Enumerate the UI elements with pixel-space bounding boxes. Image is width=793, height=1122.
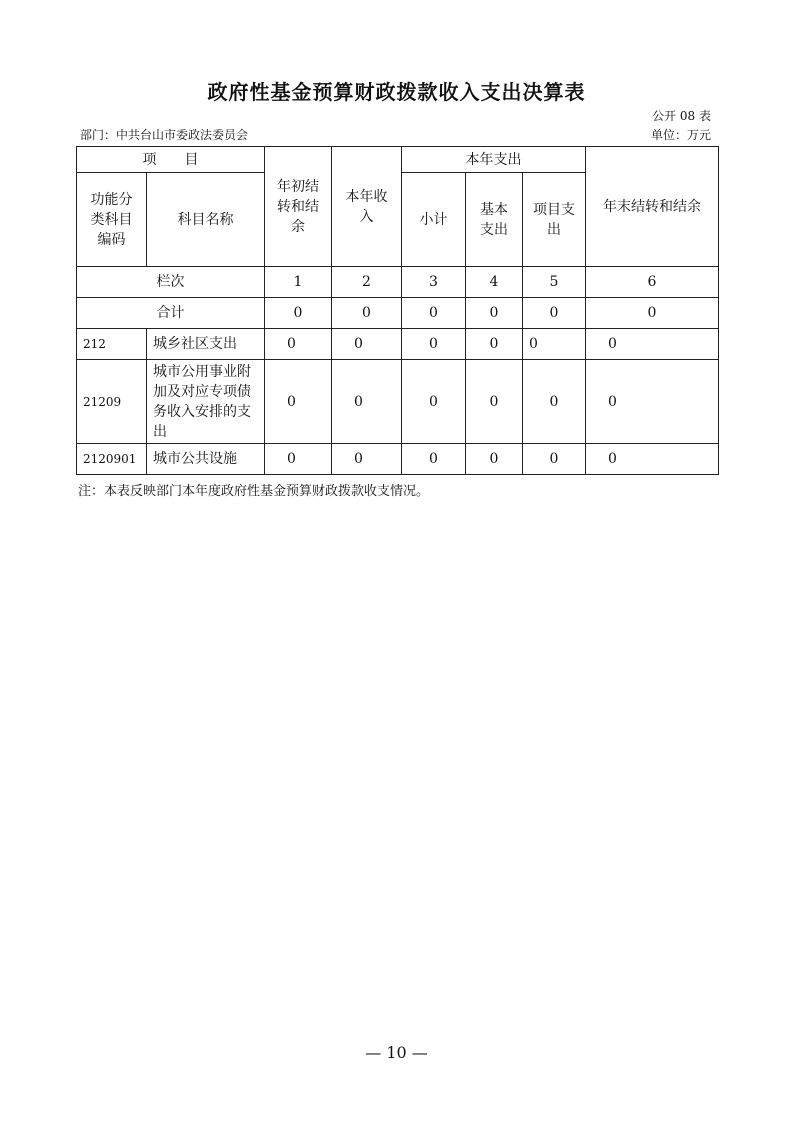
table-cell: 0 (332, 329, 402, 360)
header-name: 科目名称 (147, 173, 265, 267)
table-cell: 3 (402, 267, 466, 298)
table-row (77, 360, 719, 444)
unit-label: 单位：万元 (650, 128, 711, 142)
header-basic: 基本支出 (466, 173, 523, 267)
total-row (77, 298, 719, 329)
table-cell: 0 (332, 298, 402, 329)
table-cell: 0 (402, 444, 466, 475)
header-code: 功能分类科目编码 (77, 173, 147, 267)
table-cell: 1 (265, 267, 332, 298)
table-cell: 6 (586, 267, 719, 298)
header-begin-balance: 年初结转和结余 (265, 147, 332, 267)
table-note: 注：本表反映部门本年度政府性基金预算财政拨款收支情况。 (78, 484, 430, 499)
table-cell: 0 (402, 329, 466, 360)
header-project: 项 目 (77, 147, 265, 173)
table-cell: 0 (586, 329, 719, 360)
table-cell: 0 (265, 444, 332, 475)
table-cell: 0 (265, 329, 332, 360)
table-cell: 0 (402, 298, 466, 329)
header-income: 本年收入 (332, 147, 402, 267)
page-title: 政府性基金预算财政拨款收入支出决算表 (207, 80, 586, 104)
budget-table (76, 146, 719, 475)
table-row (77, 444, 719, 475)
header-subtotal: 小计 (402, 173, 466, 267)
table-cell: 0 (466, 444, 523, 475)
table-cell: 0 (523, 360, 586, 444)
table-cell: 0 (466, 298, 523, 329)
header-project-expense: 项目支出 (523, 173, 586, 267)
row-code: 2120901 (77, 444, 147, 475)
table-cell: 0 (523, 298, 586, 329)
table-cell: 0 (265, 298, 332, 329)
row-name: 城市公共设施 (147, 444, 265, 475)
table-cell: 0 (523, 329, 586, 360)
table-cell: 0 (586, 360, 719, 444)
table-cell: 0 (523, 444, 586, 475)
page-number: — 10 — (365, 1043, 428, 1062)
table-cell: 4 (466, 267, 523, 298)
table-cell: 0 (466, 329, 523, 360)
table-cell: 0 (332, 444, 402, 475)
table-cell: 0 (586, 444, 719, 475)
row-code: 212 (77, 329, 147, 360)
table-cell: 0 (265, 360, 332, 444)
table-cell: 0 (586, 298, 719, 329)
table-cell: 5 (523, 267, 586, 298)
column-row-label: 栏次 (77, 267, 265, 298)
table-cell: 0 (332, 360, 402, 444)
header-expense-group: 本年支出 (402, 147, 586, 173)
form-number: 公开 08 表 (652, 109, 711, 123)
header-end-balance: 年末结转和结余 (586, 147, 719, 267)
row-name: 城乡社区支出 (147, 329, 265, 360)
row-code: 21209 (77, 360, 147, 444)
total-label: 合计 (77, 298, 265, 329)
column-number-row (77, 267, 719, 298)
department-label: 部门：中共台山市委政法委员会 (80, 128, 249, 142)
table-row (77, 329, 719, 360)
table-cell: 2 (332, 267, 402, 298)
table-cell: 0 (466, 360, 523, 444)
table-cell: 0 (402, 360, 466, 444)
row-name: 城市公用事业附加及对应专项债务收入安排的支出 (147, 360, 265, 444)
